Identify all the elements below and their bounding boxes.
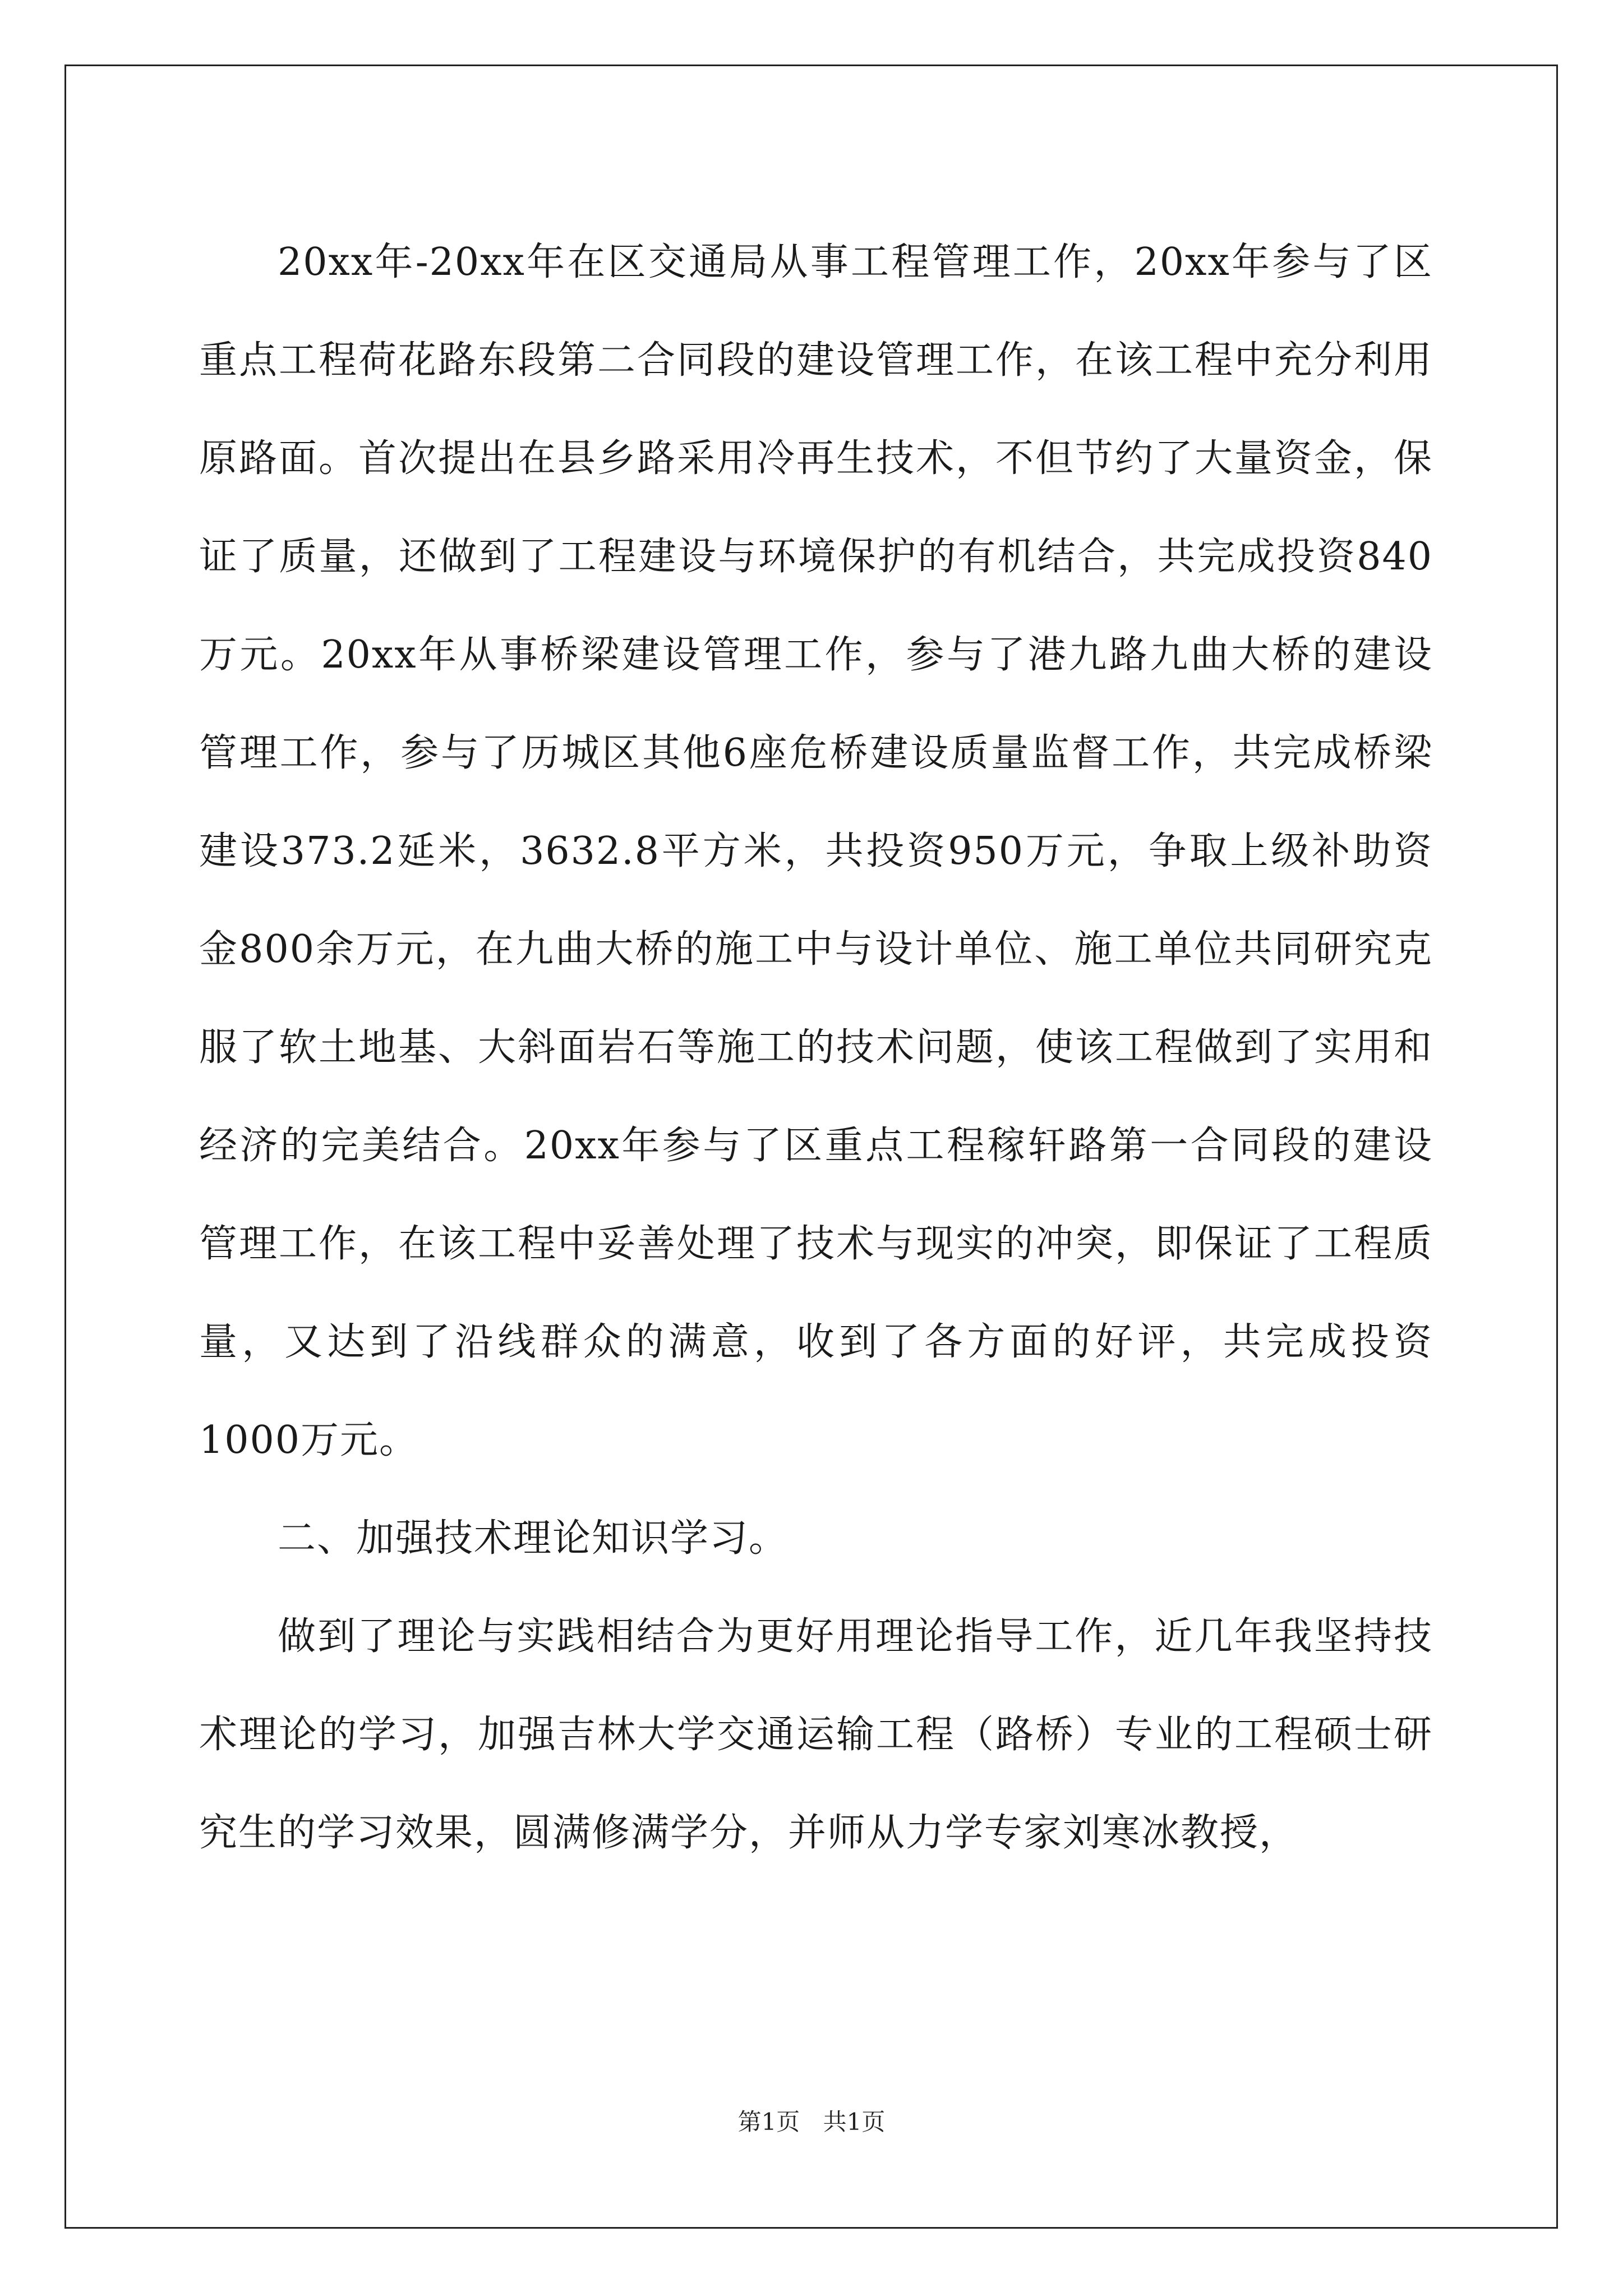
paragraph-theory-study: 做到了理论与实践相结合为更好用理论指导工作，近几年我坚持技术理论的学习，加强吉林大学交通运输工程（路桥）专业的工程硕士研究生的学习效果，圆满修满学分，并师从力学专家刘寒冰教授， (199, 1614, 1433, 1855)
page-total: 共1页 (823, 2108, 886, 2136)
paragraph-section-heading: 二、加强技术理论知识学习。 (278, 1516, 789, 1561)
page-footer (0, 2104, 1623, 2137)
page-number: 第1页 (737, 2108, 800, 2136)
paragraph-work-experience: 20xx年-20xx年在区交通局从事工程管理工作，20xx年参与了区重点工程荷花路东段第二合同段的建设管理工作，在该工程中充分利用原路面。首次提出在县乡路采用冷再生技术，不但节约了大量资金，保证了质量，还做到了工程建设与环境保护的有机结合，共完成投资840万元。20xx年从事桥梁建设管理工作，参与了港九路九曲大桥的建设管理工作，参与了历城区其他6座危桥建设质量监督工作，共完成桥梁建设373.2延米，3632.8平方米，共投资950万元，争取上级补助资金800余万元，在九曲大桥的施工中与设计单位、施工单位共同研究克服了软土地基、大斜面岩石等施工的技术问题，使该工程做到了实用和经济的完美结合。20xx年参与了区重点工程稼轩路第一合同段的建设管理工作，在该工程中妥善处理了技术与现实的冲突，即保证了工程质量，又达到了沿线群众的满意，收到了各方面的好评，共完成投资1000万元。 (199, 240, 1433, 1462)
document-body (199, 213, 1433, 1882)
